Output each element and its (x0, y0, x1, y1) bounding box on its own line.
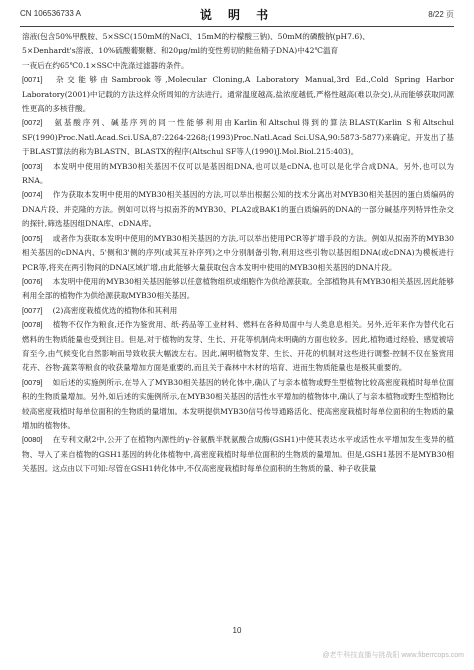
section-heading: (2)高密度栽植优选的植物体和其利用 (52, 305, 178, 315)
paragraph-0078 (22, 318, 454, 376)
header-rule (20, 26, 454, 27)
paragraph-text: 在专利文献2中,公开了在植物内源性的γ-谷氨酰半胱氨酸合成酶(GSH1)中使其表达水平或活性水平增加发生变异的植物、导入了来自植物的GSH1基因的转化体植物中,高密度栽植时每单位面积的生物质的量增加。但是,GSH1基因不是MYB30相关基因。这点由以下可知:尽管在GSH1转化体中,不仅高密度栽植时每单位面积的生物质的量、种子收获量 (22, 435, 454, 474)
paragraph-0077 (22, 304, 454, 318)
paragraph-number: [0080] (22, 435, 43, 445)
paragraph-number: [0078] (22, 320, 43, 330)
paragraph-text: 如后述的实施例所示,在导入了MYB30相关基因的转化体中,确认了与亲本植物或野生型植物比较高密度栽植时每单位面积的生物质量增加。另外,如后述的实施例所示,在MYB30相关基因的活性水平增加的植物体中,确认了与亲本植物或野生型植物比较高密度栽植时每单位面积的生物质的量增加。本发明提供MYB30信号传导通路活化、使高密度栽植时每单位面积的生物质的量增加的植物体。 (22, 377, 454, 430)
paragraph-number: [0077] (22, 305, 43, 315)
document-title: 说 明 书 (199, 8, 275, 22)
paragraph-text: 作为获取本发明中使用的MYB30相关基因的方法,可以举出根据公知的技术分离出对MYB30相关基因的蛋白质编码的DNA片段、并克隆的方法。例如可以将与拟南芥的MYB30、PLA2或BAK1的蛋白质编码的DNA的一部分碱基序列特异性杂交的探针,筛选基因组DNA库、cDNA库。 (22, 190, 454, 229)
intro-line: 溶液(包含50%甲酰胺、5×SSC(150mM的NaCl、15mM的柠檬酸三钠)、50mM的磷酸钠(pH7.6)、 (22, 32, 370, 41)
patent-number: CN 106536733 A (20, 9, 81, 18)
paragraph-0080 (22, 433, 454, 476)
paragraph-number: [0075] (22, 233, 43, 243)
watermark: @老牛科技直播与挑战阳 www.fiberrcops.com (322, 652, 464, 659)
intro-line: 5×Denhardt's溶液、10%硫酸葡聚糖、和20μg/ml的变性剪切的鲑鱼精子DNA)中42℃温育 (22, 46, 339, 56)
paragraph-text: 植物不仅作为粮食,还作为鉴赏用、纸·药品等工业材料、燃料在各种局面中与人类息息相关。另外,近年来作为替代化石燃料的生物质能量也受到注目。但是,对于植物的发芽、生长、开花等机制尚未明确的方面也较多。因此,植物通过经验、感觉被培育至今,由气候变化自然影响而导致收获大幅波左右。因此,阐明植物发芽、生长、开花的机制对这些进行调整·控制不仅在鉴赏用花卉、谷物·蔬菜等粮食的收获量增加方面是重要的,而且关于森林中木材的培育、进而生物质能量也是极其重要的。 (22, 320, 454, 373)
paragraph-text: 杂交能够由Sambrook等,Molecular Cloning,A Laboratory Manual,3rd Ed.,Cold Spring Harbor Laboratory(2001)中记载的方法这样众所周知的方法进行。通常温度越高,盐浓度越低,严格性越高(难以杂交),从而能够获取同源性更高的多核苷酸。 (22, 75, 454, 114)
paragraph-0071 (22, 73, 454, 116)
paragraph-0074 (22, 188, 454, 231)
page-number: 10 (232, 626, 242, 635)
paragraph-text: 本发明中使用的MYB30相关基因能够以任意植物组织或细胞作为供给源获取。全部植物具有MYB30相关基因,因此能够利用全部的植物作为供给源获取MYB30相关基因。 (22, 276, 454, 301)
paragraph-number: [0076] (22, 276, 43, 286)
page-header (20, 6, 454, 24)
paragraph-number: [0073] (22, 161, 43, 171)
paragraph-number: [0079] (22, 377, 43, 387)
paragraph-0076 (22, 275, 454, 304)
paragraph-0072 (22, 116, 454, 159)
paragraph-text: 本发明中使用的MYB30相关基因不仅可以是基因组DNA,也可以是cDNA,也可以是化学合成DNA。另外,也可以为RNA。 (22, 161, 454, 186)
document-body (22, 30, 454, 620)
paragraph-text: 或者作为获取本发明中使用的MYB30相关基因的方法,可以举出使用PCR等扩增手段的方法。例如从拟南芥的MYB30相关基因的cDNA内、5'侧和3'侧的序列(或其互补序列)之中分别制备引物,利用这些引物以基因组DNA(或cDNA)为模板进行PCR等,将夹在两引物间的DNA区域扩增,由此能够大量获取包含本发明中使用的MYB30相关基因的DNA片段。 (22, 233, 454, 272)
intro-line: 一夜后在约65℃0.1×SSC中洗涤过滤器的条件。 (22, 60, 189, 70)
paragraph-text: 氨基酸序列、碱基序列的同一性能够利用由Karlin和Altschul得到的算法BLAST(Karlin S和Altschul SF(1990)Proc.Natl.Acad.Sci.USA,87:2264-2268;(1993)Proc.Natl.Acad Sci.USA,90:5873-5877)来确定。开发出了基于BLAST算法的称为BLASTN、BLASTX的程序(Altschul SF等人(1990)J.Mol.Biol.215:403)。 (22, 118, 454, 157)
paragraph-0073 (22, 160, 454, 189)
paragraph-number: [0074] (22, 190, 43, 200)
paragraph-number: [0071] (22, 75, 43, 85)
paragraph-number: [0072] (22, 118, 43, 128)
paragraph-0075 (22, 232, 454, 275)
page-indicator: 8/22 页 (428, 10, 454, 19)
paragraph-0079 (22, 376, 454, 434)
